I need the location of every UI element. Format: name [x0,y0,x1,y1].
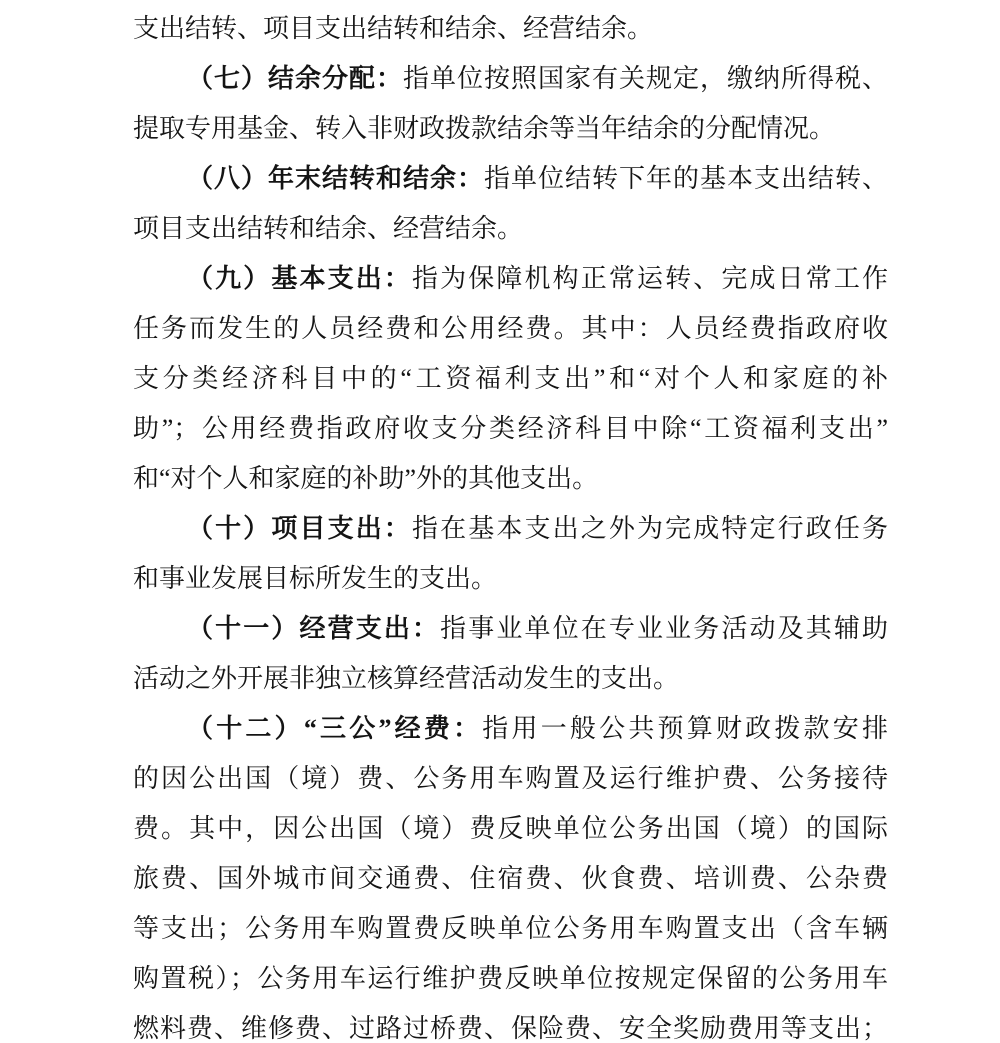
text-line [133,804,888,854]
text-line [133,104,888,154]
text-line [133,154,888,204]
text-line [133,754,888,804]
definition-text: 提取专用基金、转入非财政拨款结余等当年结余的分配情况。 [133,114,836,143]
definition-text: 费。其中，因公出国（境）费反映单位公务出国（境）的国际 [133,814,888,843]
definition-term: （九）基本支出： [187,264,412,293]
text-line [133,904,888,954]
definition-text: 指在基本支出之外为完成特定行政任务 [412,514,888,543]
text-line [133,354,888,404]
definition-text: 活动之外开展非独立核算经营活动发生的支出。 [133,664,680,693]
text-line [133,604,888,654]
definition-text: 指单位结转下年的基本支出结转、 [484,164,888,193]
definition-text: 项目支出结转和结余、经营结余。 [133,214,524,243]
text-line [133,854,888,904]
text-line [133,304,888,354]
text-line [133,554,888,604]
definition-text: 指事业单位在专业业务活动及其辅助 [440,614,888,643]
definition-text: 助”；公用经费指政府收支分类经济科目中除“工资福利支出” [133,414,888,443]
text-line [133,4,888,54]
definition-term: （八）年末结转和结余： [187,164,484,193]
definition-text: 购置税）；公务用车运行维护费反映单位按规定保留的公务用车 [133,964,888,993]
definition-term: （十二）“三公”经费： [187,714,483,743]
definition-term: （十一）经营支出： [187,614,441,643]
text-line [133,204,888,254]
text-line [133,254,888,304]
definition-text: 指为保障机构正常运转、完成日常工作 [412,264,888,293]
definition-text: 支分类经济科目中的“工资福利支出”和“对个人和家庭的补 [133,364,888,393]
text-line [133,654,888,704]
definition-text: 和“对个人和家庭的补助”外的其他支出。 [133,464,599,493]
text-line [133,404,888,454]
definition-text: 任务而发生的人员经费和公用经费。其中：人员经费指政府收 [133,314,888,343]
definition-term: （七）结余分配： [187,64,403,93]
definition-text: 燃料费、维修费、过路过桥费、保险费、安全奖励费用等支出； [133,1014,888,1043]
definition-text: 和事业发展目标所发生的支出。 [133,564,498,593]
text-line [133,1004,888,1043]
definition-text: 支出结转、项目支出结转和结余、经营结余。 [133,14,654,43]
definition-text: 等支出；公务用车购置费反映单位公务用车购置支出（含车辆 [133,914,888,943]
definition-text: 旅费、国外城市间交通费、住宿费、伙食费、培训费、公杂费 [133,864,888,893]
definition-text: 的因公出国（境）费、公务用车购置及运行维护费、公务接待 [133,764,888,793]
text-line [133,954,888,1004]
text-line [133,54,888,104]
text-line [133,454,888,504]
definition-text: 指用一般公共预算财政拨款安排 [482,714,888,743]
definition-term: （十）项目支出： [187,514,412,543]
definition-text: 指单位按照国家有关规定，缴纳所得税、 [403,64,888,93]
text-line [133,704,888,754]
text-line [133,504,888,554]
